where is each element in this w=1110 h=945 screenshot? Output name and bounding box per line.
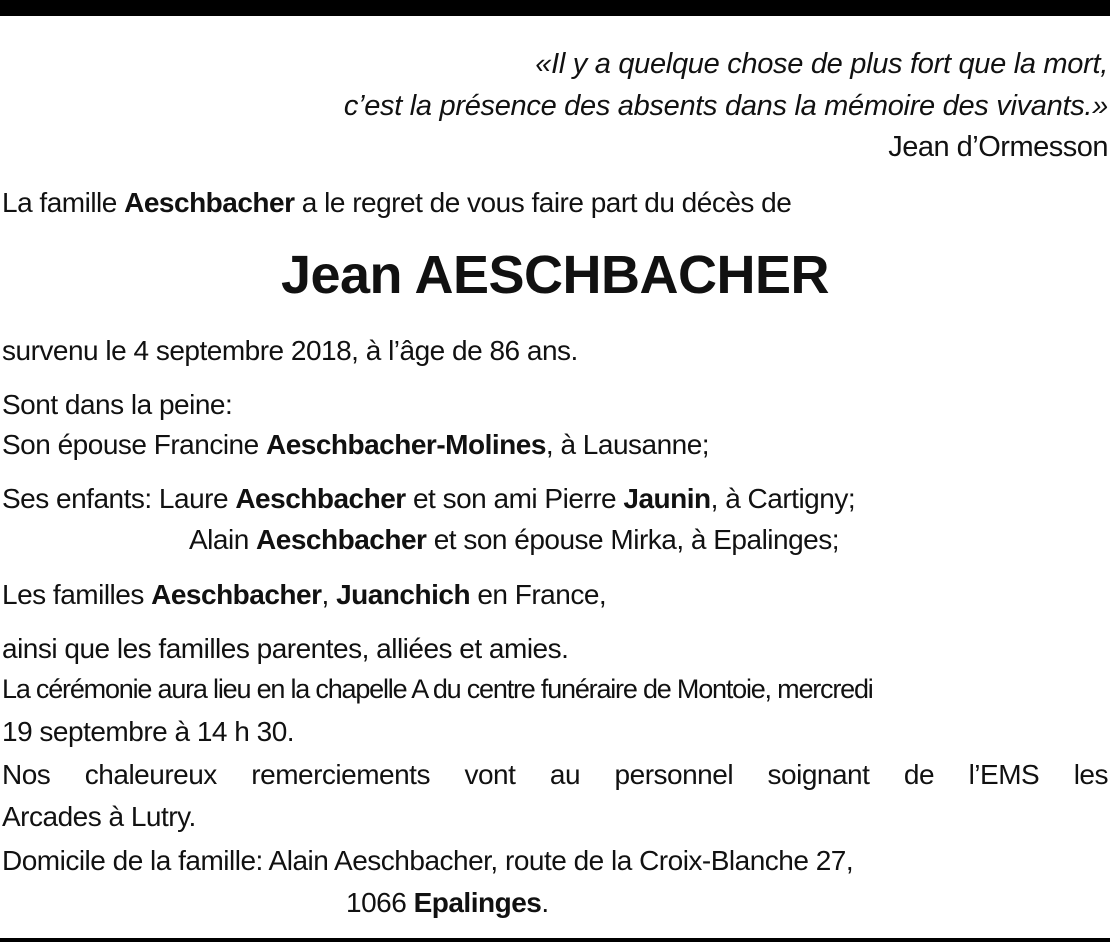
children-line-2 bbox=[189, 521, 839, 559]
children-1-name-1: Aeschbacher bbox=[235, 483, 406, 514]
children-2-suffix: et son épouse Mirka, à Epalinges; bbox=[426, 524, 840, 555]
domicile-postcode: 1066 bbox=[346, 887, 414, 918]
announcement-prefix: La famille bbox=[2, 187, 125, 218]
bottom-border-rule bbox=[0, 938, 1110, 942]
domicile-period: . bbox=[541, 887, 549, 918]
mourners-heading: Sont dans la peine: bbox=[2, 389, 233, 420]
domicile-line-2 bbox=[346, 884, 549, 922]
families-name-1: Aeschbacher bbox=[151, 579, 322, 610]
children-line-1 bbox=[2, 480, 855, 518]
quote-line-1: «Il y a quelque chose de plus fort que la mort, bbox=[535, 48, 1108, 80]
announcement-family-name: Aeschbacher bbox=[124, 187, 295, 218]
quote-line-2: c’est la présence des absents dans la mémoire des vivants.» bbox=[343, 90, 1108, 122]
spouse-prefix: Son épouse Francine bbox=[2, 429, 266, 460]
announcement-suffix: a le regret de vous faire part du décès de bbox=[294, 187, 792, 218]
children-1-suffix: , à Cartigny; bbox=[710, 483, 856, 514]
spouse-suffix: , à Lausanne; bbox=[545, 429, 710, 460]
children-1-name-2: Jaunin bbox=[623, 483, 711, 514]
spouse-line bbox=[2, 426, 709, 464]
announcement-line bbox=[2, 184, 791, 222]
relatives-line: ainsi que les familles parentes, alliées et amies. bbox=[2, 633, 569, 664]
thanks-line-2: Arcades à Lutry. bbox=[2, 801, 196, 832]
thanks-line-1: Nos chaleureux remerciements vont au personnel soignant de l’EMS les bbox=[2, 759, 1108, 790]
families-name-2: Juanchich bbox=[336, 579, 471, 610]
ceremony-line-2: 19 septembre à 14 h 30. bbox=[2, 716, 295, 747]
deceased-name: Jean AESCHBACHER bbox=[280, 245, 830, 305]
families-line bbox=[2, 576, 606, 614]
families-prefix: Les familles bbox=[2, 579, 152, 610]
families-suffix: en France, bbox=[470, 579, 607, 610]
children-2-prefix: Alain bbox=[189, 524, 257, 555]
death-info: survenu le 4 septembre 2018, à l’âge de 86 ans. bbox=[2, 335, 578, 366]
children-1-mid: et son ami Pierre bbox=[405, 483, 624, 514]
quote-author: Jean d’Ormesson bbox=[888, 131, 1108, 163]
children-2-name: Aeschbacher bbox=[256, 524, 427, 555]
children-1-prefix: Ses enfants: Laure bbox=[2, 483, 236, 514]
spouse-name: Aeschbacher-Molines bbox=[265, 429, 546, 460]
domicile-line-1: Domicile de la famille: Alain Aeschbacher, route de la Croix-Blanche 27, bbox=[2, 845, 854, 876]
ceremony-line-1: La cérémonie aura lieu en la chapelle A du centre funéraire de Montoie, mercredi bbox=[2, 674, 873, 704]
families-separator: , bbox=[321, 579, 337, 610]
domicile-city: Epalinges bbox=[413, 887, 542, 918]
